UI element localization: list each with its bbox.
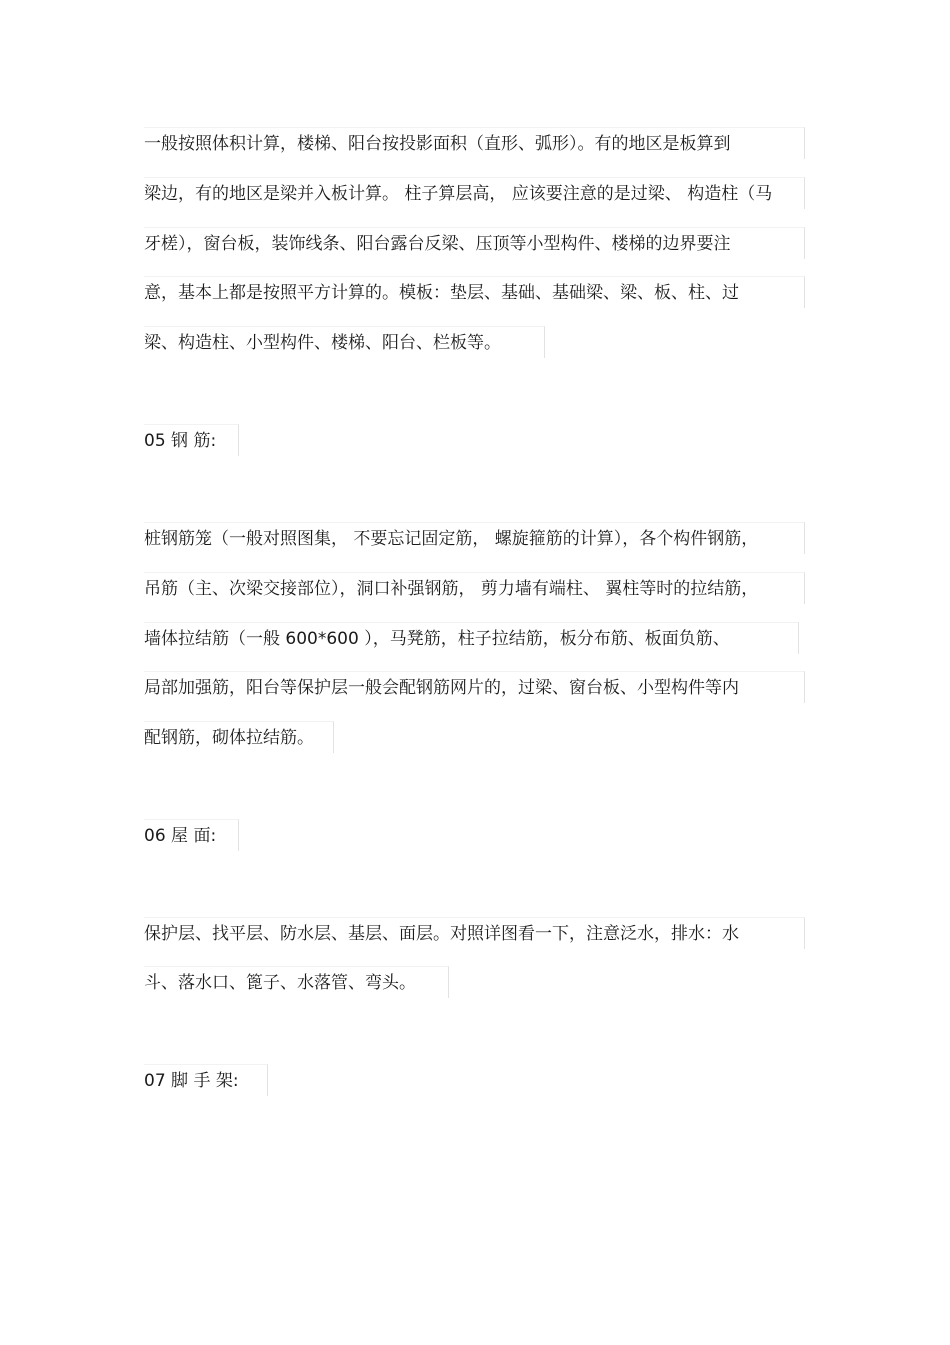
text-line: 斗、落水口、篦子、水落管、弯头。 (144, 966, 449, 998)
section-heading: 06 屋 面: (144, 819, 239, 851)
text-line: 墙体拉结筋（一般 600*600 ），马凳筋，柱子拉结筋，板分布筋、板面负筋、 (144, 622, 799, 654)
text-line: 局部加强筋，阳台等保护层一般会配钢筋网片的，过梁、窗台板、小型构件等内 (144, 671, 805, 703)
text-line: 梁边，有的地区是梁并入板计算。 柱子算层高， 应该要注意的是过梁、 构造柱（马 (144, 177, 805, 209)
text-line: 吊筋（主、次梁交接部位），洞口补强钢筋， 剪力墙有端柱、 翼柱等时的拉结筋， (144, 572, 805, 604)
section-heading: 07 脚 手 架: (144, 1064, 268, 1096)
text-line: 一般按照体积计算，楼梯、阳台按投影面积（直形、弧形）。有的地区是板算到 (144, 127, 805, 159)
section-heading: 05 钢 筋: (144, 424, 239, 456)
text-line: 配钢筋，砌体拉结筋。 (144, 721, 334, 753)
text-line: 意，基本上都是按照平方计算的。模板：垫层、基础、基础梁、梁、板、柱、过 (144, 276, 805, 308)
text-line: 保护层、找平层、防水层、基层、面层。对照详图看一下，注意泛水，排水：水 (144, 917, 805, 949)
text-line: 牙槎），窗台板，装饰线条、阳台露台反梁、压顶等小型构件、楼梯的边界要注 (144, 227, 805, 259)
text-line: 桩钢筋笼（一般对照图集， 不要忘记固定筋， 螺旋箍筋的计算），各个构件钢筋， (144, 522, 805, 554)
text-line: 梁、构造柱、小型构件、楼梯、阳台、栏板等。 (144, 326, 545, 358)
